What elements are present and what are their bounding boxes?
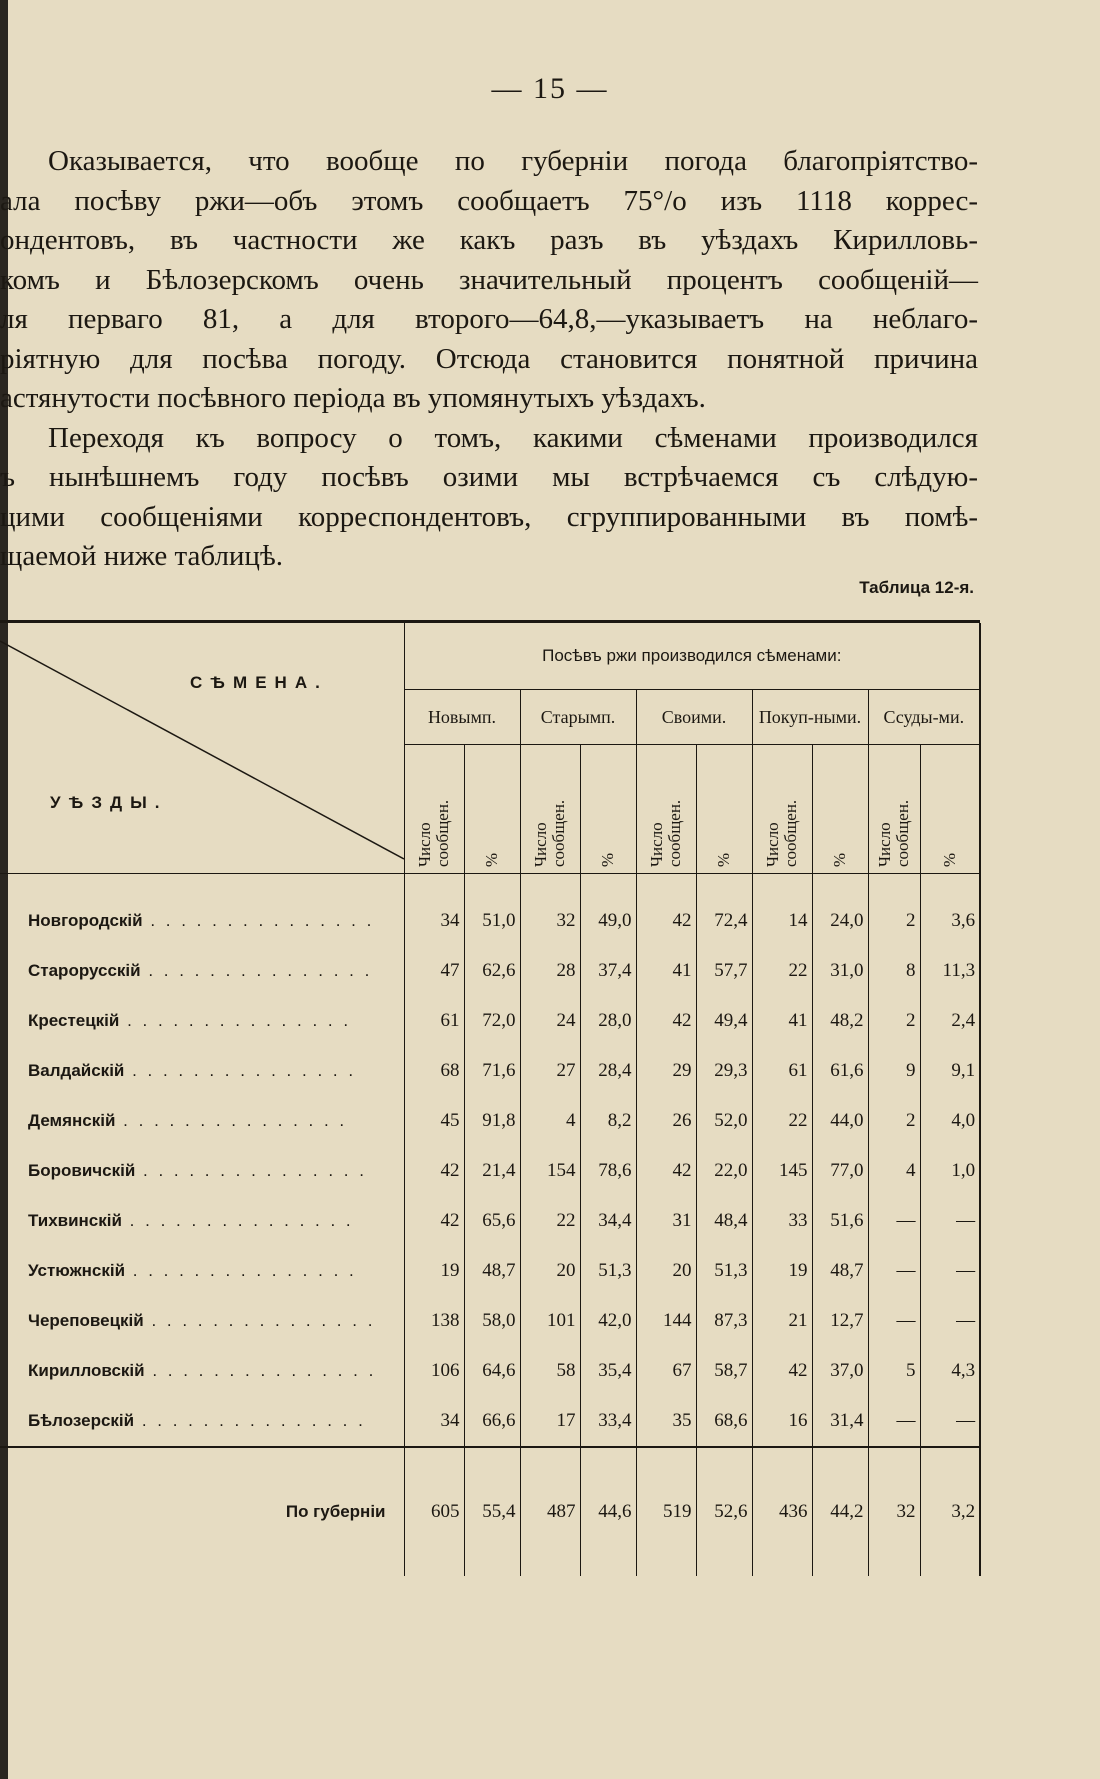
- table-row: [0, 896, 980, 946]
- percent-header: %: [714, 852, 733, 867]
- district-label: Бѣлозерскій: [28, 1411, 135, 1430]
- total-cell: 44,2: [812, 1447, 868, 1576]
- table-cell: 29,3: [696, 1046, 752, 1096]
- seed-table: [0, 620, 980, 1576]
- table-cell: —: [920, 1396, 980, 1447]
- table-row: [0, 1296, 980, 1346]
- leader-dots: . . . . . . . . . . . . . . .: [115, 1111, 348, 1130]
- table-cell: 48,2: [812, 996, 868, 1046]
- table-cell: 42: [636, 996, 696, 1046]
- corner-seeds-label: СѢМЕНА.: [190, 673, 328, 692]
- percent-header: %: [939, 852, 959, 867]
- table-cell: 37,0: [812, 1346, 868, 1396]
- leader-dots: . . . . . . . . . . . . . . .: [143, 1311, 376, 1330]
- table-cell: 17: [520, 1396, 580, 1447]
- table-cell: 65,6: [464, 1196, 520, 1246]
- percent-header: %: [598, 852, 617, 867]
- table-row: [0, 1096, 980, 1146]
- table-cell: 37,4: [580, 946, 636, 996]
- text-line: Оказывается, что вообще по губерніи погода благопріятство-: [48, 145, 978, 177]
- district-name: [0, 1346, 404, 1396]
- table-row: [0, 1046, 980, 1096]
- table-cell: 26: [636, 1096, 696, 1146]
- corner-header: [0, 623, 404, 874]
- table-cell: 4: [868, 1146, 920, 1196]
- table-cell: 9: [868, 1046, 920, 1096]
- district-name: [0, 1096, 404, 1146]
- table-cell: 1,0: [920, 1146, 980, 1196]
- table-cell: 28,0: [580, 996, 636, 1046]
- table-cell: 2: [868, 896, 920, 946]
- district-label: Демянскій: [28, 1111, 116, 1130]
- table-cell: 49,4: [696, 996, 752, 1046]
- table-cell: 2,4: [920, 996, 980, 1046]
- table-cell: 42: [752, 1346, 812, 1396]
- table-cell: 4,0: [920, 1096, 980, 1146]
- table-cell: 51,3: [580, 1246, 636, 1296]
- count-header: Число сообщен.: [415, 799, 452, 867]
- table-row: [0, 1146, 980, 1196]
- table-cell: 58: [520, 1346, 580, 1396]
- total-label: По губерніи: [0, 1447, 404, 1576]
- table-cell: 144: [636, 1296, 696, 1346]
- paragraph-2: [0, 419, 978, 577]
- table-cell: —: [868, 1246, 920, 1296]
- percent-header: %: [482, 852, 501, 867]
- table-cell: 145: [752, 1146, 812, 1196]
- text-line: цими сообщеніями корреспондентовъ, сгруппированными въ помѣ-: [0, 500, 978, 533]
- table-cell: 52,0: [696, 1096, 752, 1146]
- district-label: Череповецкій: [28, 1311, 144, 1330]
- table-cell: 21,4: [464, 1146, 520, 1196]
- table-cell: 72,4: [696, 896, 752, 946]
- total-cell: 605: [404, 1447, 464, 1576]
- leader-dots: . . . . . . . . . . . . . . .: [144, 1361, 377, 1380]
- table-cell: 5: [868, 1346, 920, 1396]
- table-cell: 106: [404, 1346, 464, 1396]
- spacer-row: [0, 874, 980, 897]
- table-cell: 28: [520, 946, 580, 996]
- district-name: [0, 1196, 404, 1246]
- table-cell: 72,0: [464, 996, 520, 1046]
- table-cell: 33,4: [580, 1396, 636, 1447]
- table-cell: 12,7: [812, 1296, 868, 1346]
- table-cell: 67: [636, 1346, 696, 1396]
- district-label: Валдайскій: [28, 1061, 125, 1080]
- table-cell: 21: [752, 1296, 812, 1346]
- sub-header: Новымп.: [404, 690, 520, 745]
- table-cell: 51,0: [464, 896, 520, 946]
- table-cell: 87,3: [696, 1296, 752, 1346]
- table-cell: 35,4: [580, 1346, 636, 1396]
- table-cell: 44,0: [812, 1096, 868, 1146]
- table-cell: 19: [752, 1246, 812, 1296]
- corner-districts-label: УѢЗДЫ.: [50, 793, 168, 812]
- table-cell: —: [868, 1396, 920, 1447]
- table-cell: 34: [404, 896, 464, 946]
- table-cell: 32: [520, 896, 580, 946]
- leader-dots: . . . . . . . . . . . . . . .: [135, 1161, 367, 1180]
- total-row: [0, 1447, 980, 1576]
- table-cell: 45: [404, 1096, 464, 1146]
- table-cell: 58,7: [696, 1346, 752, 1396]
- total-cell: 32: [868, 1447, 920, 1576]
- total-cell: 52,6: [696, 1447, 752, 1576]
- table-row: [0, 1346, 980, 1396]
- table-cell: 68: [404, 1046, 464, 1096]
- total-cell: 519: [636, 1447, 696, 1576]
- table-cell: —: [868, 1296, 920, 1346]
- district-label: Старорусскій: [28, 961, 141, 980]
- table-cell: 2: [868, 996, 920, 1046]
- district-label: Новгородскій: [28, 911, 143, 930]
- table-cell: 22: [752, 946, 812, 996]
- district-name: [0, 1046, 404, 1096]
- table-cell: 4: [520, 1096, 580, 1146]
- table-cell: 62,6: [464, 946, 520, 996]
- table-cell: —: [920, 1296, 980, 1346]
- text-line: ала посѣву ржи—объ этомъ сообщаетъ 75°/o изъ 1118 коррес-: [0, 184, 978, 217]
- table-cell: 22,0: [696, 1146, 752, 1196]
- table-cell: 22: [752, 1096, 812, 1146]
- table-cell: 31: [636, 1196, 696, 1246]
- district-name: [0, 996, 404, 1046]
- leader-dots: . . . . . . . . . . . . . . .: [121, 1211, 354, 1230]
- district-name: [0, 1396, 404, 1447]
- table-cell: 41: [636, 946, 696, 996]
- sub-header: Старымп.: [520, 690, 636, 745]
- corner-diagonal: [0, 623, 404, 865]
- table-cell: 71,6: [464, 1046, 520, 1096]
- table-cell: 51,3: [696, 1246, 752, 1296]
- table-cell: 24: [520, 996, 580, 1046]
- district-label: Устюжнскій: [28, 1261, 126, 1280]
- text-line: комъ и Бѣлозерскомъ очень значительный процентъ сообщеній—: [0, 263, 978, 296]
- table-cell: 3,6: [920, 896, 980, 946]
- table-row: [0, 1246, 980, 1296]
- table-cell: 11,3: [920, 946, 980, 996]
- table-cell: 35: [636, 1396, 696, 1447]
- leader-dots: . . . . . . . . . . . . . . .: [125, 1261, 357, 1280]
- district-name: [0, 1246, 404, 1296]
- table-cell: 31,0: [812, 946, 868, 996]
- table-row: [0, 1196, 980, 1246]
- table-cell: 20: [636, 1246, 696, 1296]
- count-header: Число сообщен.: [763, 799, 800, 867]
- total-cell: 44,6: [580, 1447, 636, 1576]
- table-cell: 9,1: [920, 1046, 980, 1096]
- table-cell: 42: [636, 1146, 696, 1196]
- table-cell: 33: [752, 1196, 812, 1246]
- sub-header: Покуп-ными.: [752, 690, 868, 745]
- table-cell: 34: [404, 1396, 464, 1447]
- table-cell: 27: [520, 1046, 580, 1096]
- percent-header: %: [830, 852, 849, 867]
- table-cell: 61,6: [812, 1046, 868, 1096]
- table-cell: 68,6: [696, 1396, 752, 1447]
- table-cell: 51,6: [812, 1196, 868, 1246]
- table-cell: 22: [520, 1196, 580, 1246]
- text-line: ріятную для посѣва погоду. Отсюда становится понятной причина: [0, 342, 978, 375]
- table-row: [0, 946, 980, 996]
- table-cell: 20: [520, 1246, 580, 1296]
- table-body: [0, 896, 980, 1447]
- district-label: Кирилловскій: [28, 1361, 145, 1380]
- district-label: Крестецкій: [28, 1011, 120, 1030]
- table-cell: 24,0: [812, 896, 868, 946]
- sub-header: Своими.: [636, 690, 752, 745]
- leader-dots: . . . . . . . . . . . . . . .: [140, 961, 373, 980]
- total-cell: 55,4: [464, 1447, 520, 1576]
- table-cell: 58,0: [464, 1296, 520, 1346]
- district-label: Тихвинскій: [28, 1211, 122, 1230]
- count-header: Число сообщен.: [531, 799, 568, 867]
- table-cell: 28,4: [580, 1046, 636, 1096]
- leader-dots: . . . . . . . . . . . . . . .: [119, 1011, 352, 1030]
- table-cell: 41: [752, 996, 812, 1046]
- data-table: [0, 623, 981, 1576]
- leader-dots: . . . . . . . . . . . . . . .: [124, 1061, 357, 1080]
- table-cell: 64,6: [464, 1346, 520, 1396]
- page-number: — 15 —: [491, 72, 609, 105]
- district-name: [0, 1296, 404, 1346]
- text-line: ля перваго 81, а для второго—64,8,—указываетъ на неблаго-: [0, 303, 978, 335]
- group-title: Посѣвъ ржи производился сѣменами:: [404, 623, 980, 690]
- district-name: [0, 1146, 404, 1196]
- leader-dots: . . . . . . . . . . . . . . .: [142, 911, 375, 930]
- count-header: Число сообщен.: [875, 799, 912, 867]
- text-line: астянутости посѣвного періода въ упомянутыхъ уѣздахъ.: [0, 382, 706, 414]
- table-cell: 42: [636, 896, 696, 946]
- table-cell: 101: [520, 1296, 580, 1346]
- table-cell: 66,6: [464, 1396, 520, 1447]
- district-label: Боровичскій: [28, 1161, 136, 1180]
- text-line: Переходя къ вопросу о томъ, какими сѣменами производился: [48, 421, 978, 454]
- table-cell: —: [868, 1196, 920, 1246]
- table-cell: 48,7: [812, 1246, 868, 1296]
- table-cell: 61: [752, 1046, 812, 1096]
- table-cell: 16: [752, 1396, 812, 1447]
- table-cell: 31,4: [812, 1396, 868, 1447]
- table-cell: 2: [868, 1096, 920, 1146]
- text-line: щаемой ниже таблицѣ.: [0, 540, 283, 572]
- table-cell: —: [920, 1196, 980, 1246]
- leader-dots: . . . . . . . . . . . . . . .: [134, 1411, 366, 1430]
- table-cell: 4,3: [920, 1346, 980, 1396]
- table-cell: 154: [520, 1146, 580, 1196]
- table-cell: 78,6: [580, 1146, 636, 1196]
- table-cell: 42: [404, 1196, 464, 1246]
- table-cell: 34,4: [580, 1196, 636, 1246]
- table-row: [0, 996, 980, 1046]
- sub-header: Ссуды-ми.: [868, 690, 980, 745]
- table-row: [0, 1396, 980, 1447]
- table-cell: —: [920, 1246, 980, 1296]
- total-cell: 3,2: [920, 1447, 980, 1576]
- table-cell: 49,0: [580, 896, 636, 946]
- text-line: ондентовъ, въ частности же какъ разъ въ уѣздахъ Кирилловь-: [0, 224, 978, 256]
- table-cell: 48,7: [464, 1246, 520, 1296]
- table-cell: 14: [752, 896, 812, 946]
- total-cell: 436: [752, 1447, 812, 1576]
- district-name: [0, 896, 404, 946]
- table-cell: 19: [404, 1246, 464, 1296]
- text-line: ъ нынѣшнемъ году посѣвъ озими мы встрѣчаемся съ слѣдую-: [0, 461, 978, 493]
- body-text: [0, 142, 978, 577]
- table-cell: 42: [404, 1146, 464, 1196]
- table-cell: 138: [404, 1296, 464, 1346]
- district-name: [0, 946, 404, 996]
- table-cell: 61: [404, 996, 464, 1046]
- table-cell: 77,0: [812, 1146, 868, 1196]
- table-cell: 29: [636, 1046, 696, 1096]
- count-header: Число сообщен.: [647, 799, 684, 867]
- total-cell: 487: [520, 1447, 580, 1576]
- table-cell: 8: [868, 946, 920, 996]
- table-cell: 57,7: [696, 946, 752, 996]
- table-cell: 8,2: [580, 1096, 636, 1146]
- paragraph-1: [0, 142, 978, 419]
- table-cell: 42,0: [580, 1296, 636, 1346]
- table-cell: 91,8: [464, 1096, 520, 1146]
- table-cell: 48,4: [696, 1196, 752, 1246]
- table-caption: Таблица 12-я.: [859, 578, 974, 597]
- table-cell: 47: [404, 946, 464, 996]
